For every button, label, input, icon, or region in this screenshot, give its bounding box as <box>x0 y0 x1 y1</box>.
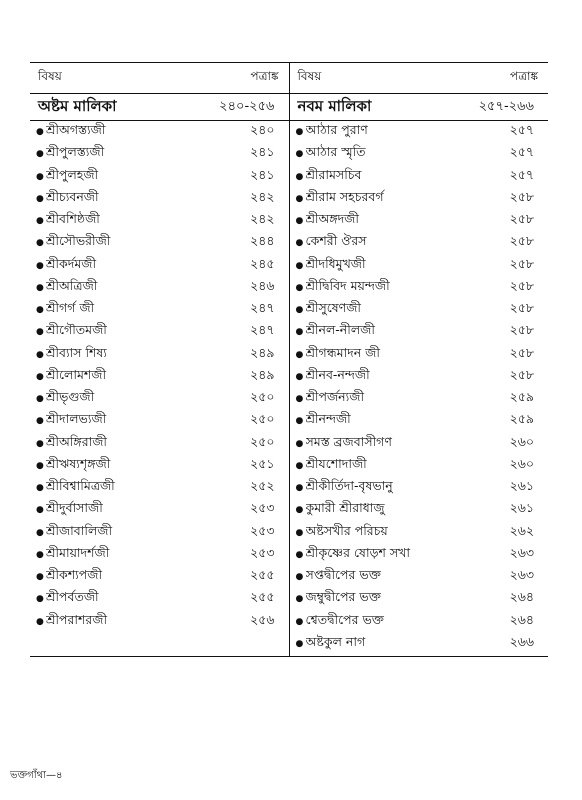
entry-name: শ্রীগন্ধমাদন জী <box>305 344 380 360</box>
list-item <box>30 188 289 210</box>
entry-page: ২৫০ <box>250 433 275 449</box>
subject-heading: বিষয় <box>38 69 62 83</box>
entry-page: ২৪৪ <box>250 233 275 249</box>
list-item <box>290 321 549 343</box>
bullet-icon: ● <box>36 171 44 182</box>
entry-name: কেশরী ঔরস <box>305 233 367 249</box>
entry-page: ২৫৯ <box>509 389 534 405</box>
entry-name: শ্রীলোমশজী <box>46 366 107 382</box>
entry-name: শ্রীজাবালিজী <box>46 522 113 538</box>
list-item <box>30 410 289 432</box>
entry-name: শ্রীযশোদাজী <box>305 455 367 471</box>
entry-name: শ্রীঅগস্ত্যজী <box>46 122 106 138</box>
bullet-icon: ● <box>36 572 44 583</box>
entry-page: ২৫৮ <box>509 344 534 360</box>
entry-name: জম্বুদ্বীপের ভক্ত <box>305 589 381 605</box>
bullet-icon: ● <box>36 193 44 204</box>
list-item <box>290 121 549 143</box>
entry-name: কুমারী শ্রীরাধাজু <box>305 500 385 516</box>
entry-page: ২৫৮ <box>509 233 534 249</box>
bullet-icon: ● <box>36 505 44 516</box>
entry-name: আঠার স্মৃতি <box>305 144 366 160</box>
list-item <box>290 166 549 188</box>
bullet-icon: ● <box>36 527 44 538</box>
entry-page: ২৫৩ <box>250 544 275 560</box>
list-item <box>290 188 549 210</box>
bullet-icon: ● <box>36 371 44 382</box>
list-item <box>30 522 289 544</box>
entry-name: শ্রীপর্জন্যজী <box>305 389 365 405</box>
list-item <box>30 611 289 633</box>
page-heading: পত্রাঙ্ক <box>250 69 279 83</box>
list-item <box>290 299 549 321</box>
entry-page: ২৫১ <box>250 455 275 471</box>
bullet-icon: ● <box>295 483 304 494</box>
entry-name: শ্রীভৃগুজী <box>46 389 95 405</box>
entry-page: ২৬৩ <box>509 567 534 583</box>
section-heading-row <box>290 94 549 121</box>
list-item <box>290 344 549 366</box>
list-item <box>30 232 289 254</box>
entry-page: ২৫০ <box>250 389 275 405</box>
list-item <box>30 277 289 299</box>
list-item <box>30 566 289 588</box>
entry-name: অষ্টসখীর পরিচয় <box>305 522 388 538</box>
list-item <box>30 210 289 232</box>
subject-heading: বিষয় <box>297 69 322 83</box>
entry-name: শ্রীনল-নীলজী <box>305 322 375 338</box>
bullet-icon: ● <box>36 127 44 138</box>
bullet-icon: ● <box>295 638 304 649</box>
entry-name: শ্রীঋষ্যশৃঙ্গজী <box>46 455 111 471</box>
list-item <box>290 522 549 544</box>
entry-page: ২৫৬ <box>250 611 275 627</box>
bullet-icon: ● <box>295 460 304 471</box>
bullet-icon: ● <box>36 327 44 338</box>
section-heading-row <box>30 94 289 121</box>
bullet-icon: ● <box>295 327 304 338</box>
list-item <box>30 366 289 388</box>
entry-name: শ্রীপুলহজী <box>46 166 99 182</box>
entry-page: ২৪১ <box>250 166 275 182</box>
entry-name: শ্রীচ্যবনজী <box>46 188 99 204</box>
list-item <box>30 255 289 277</box>
bullet-icon: ● <box>36 549 44 560</box>
bullet-icon: ● <box>36 616 44 627</box>
entry-page: ২৪২ <box>250 188 275 204</box>
entry-page: ২৫৭ <box>509 144 534 160</box>
list-item <box>290 277 549 299</box>
entry-name: শ্রীসুষেণজী <box>305 300 361 316</box>
entry-page: ২৬০ <box>509 433 534 449</box>
bullet-icon: ● <box>36 438 44 449</box>
bullet-icon: ● <box>36 483 44 494</box>
entry-name: শ্রীরামসচিব <box>305 166 362 182</box>
bullet-icon: ● <box>295 282 304 293</box>
entry-page: ২৬০ <box>509 455 534 471</box>
left-column <box>30 62 290 656</box>
entry-name: শ্রীনব-নন্দজী <box>305 366 370 382</box>
list-item <box>290 410 549 432</box>
entry-page: ২৫৫ <box>250 589 275 605</box>
bullet-icon: ● <box>295 549 304 560</box>
list-item <box>290 477 549 499</box>
entry-name: শ্রীপুলস্ত্যজী <box>46 144 105 160</box>
section-page-range: ২৪০-২৫৬ <box>219 98 275 114</box>
entry-page: ২৫২ <box>250 478 275 494</box>
bullet-icon: ● <box>295 305 304 316</box>
entry-page: ২৫৮ <box>509 277 534 293</box>
list-item <box>30 455 289 477</box>
entry-page: ২৪৯ <box>250 366 275 382</box>
entry-page: ২৪২ <box>250 211 275 227</box>
entry-name: শ্রীবশিষ্ঠজী <box>46 211 100 227</box>
entry-list <box>290 121 549 655</box>
entry-name: শ্রীদুর্বাসাজী <box>46 500 103 516</box>
entry-page: ২৫৮ <box>509 322 534 338</box>
bullet-icon: ● <box>295 616 304 627</box>
entry-page: ২৬১ <box>509 500 534 516</box>
list-item <box>30 544 289 566</box>
list-item <box>30 321 289 343</box>
entry-name: শ্রীকীর্তিদা-বৃষভানু <box>305 478 393 494</box>
bullet-icon: ● <box>295 149 304 160</box>
bullet-icon: ● <box>36 305 44 316</box>
entry-name: আঠার পুরাণ <box>305 122 368 138</box>
list-item <box>30 299 289 321</box>
list-item <box>290 566 549 588</box>
entry-name: শ্রীপরাশরজী <box>46 611 108 627</box>
entry-name: শ্রীগর্গ জী <box>46 300 95 316</box>
list-item <box>30 166 289 188</box>
entry-name: সপ্তদ্বীপের ভক্ত <box>305 567 381 583</box>
entry-page: ২৫৫ <box>250 567 275 583</box>
page-footer: ভক্তগাঁথা—৪ <box>10 770 63 781</box>
entry-name: শ্রীকশ্যপজী <box>46 567 103 583</box>
bullet-icon: ● <box>295 349 304 360</box>
list-item <box>290 388 549 410</box>
list-item <box>30 588 289 610</box>
bullet-icon: ● <box>295 505 304 516</box>
list-item <box>290 366 549 388</box>
entry-name: শ্রীঅত্রিজী <box>46 277 98 293</box>
page-heading: পত্রাঙ্ক <box>510 69 538 83</box>
column-header <box>30 62 289 94</box>
entry-name: শ্রীবিশ্বামিত্রজী <box>46 478 115 494</box>
bullet-icon: ● <box>36 460 44 471</box>
entry-page: ২৫৮ <box>509 188 534 204</box>
entry-page: ২৪১ <box>250 144 275 160</box>
list-item <box>30 388 289 410</box>
entry-page: ২৪৫ <box>250 255 275 271</box>
entry-page: ২৬৩ <box>509 544 534 560</box>
bullet-icon: ● <box>295 216 304 227</box>
entry-page: ২৫৯ <box>509 411 534 427</box>
entry-page: ২৬৬ <box>509 633 534 649</box>
entry-name: সমস্ত ব্রজবাসীগণ <box>305 433 392 449</box>
entry-page: ২৫৮ <box>509 366 534 382</box>
entry-page: ২৪০ <box>250 122 275 138</box>
list-item <box>290 255 549 277</box>
table-of-contents <box>30 62 548 657</box>
bullet-icon: ● <box>36 282 44 293</box>
entry-page: ২৬২ <box>509 522 534 538</box>
list-item <box>30 433 289 455</box>
list-item <box>290 433 549 455</box>
bullet-icon: ● <box>295 527 304 538</box>
list-item <box>290 544 549 566</box>
bullet-icon: ● <box>36 260 44 271</box>
bullet-icon: ● <box>295 416 304 427</box>
bullet-icon: ● <box>36 149 44 160</box>
bullet-icon: ● <box>36 216 44 227</box>
section-title: অষ্টম মালিকা <box>38 96 117 115</box>
bullet-icon: ● <box>295 238 304 249</box>
bullet-icon: ● <box>36 594 44 605</box>
entry-name: শ্রীকৃষ্ণের ষোড়শ সখা <box>305 544 410 560</box>
entry-name: শ্রীদালভ্যজী <box>46 411 107 427</box>
list-item <box>290 143 549 165</box>
entry-name: শ্রীমায়াদর্শজী <box>46 544 110 560</box>
entry-name: শ্রীঅঙ্গদজী <box>305 211 359 227</box>
entry-page: ২৫৮ <box>509 255 534 271</box>
entry-page: ২৪৭ <box>250 322 275 338</box>
list-item <box>290 588 549 610</box>
bullet-icon: ● <box>295 260 304 271</box>
entry-page: ২৫৮ <box>509 300 534 316</box>
entry-page: ২৪৯ <box>250 344 275 360</box>
bullet-icon: ● <box>36 349 44 360</box>
section-page-range: ২৫৭-২৬৬ <box>478 98 534 114</box>
bullet-icon: ● <box>295 193 304 204</box>
bullet-icon: ● <box>295 371 304 382</box>
bullet-icon: ● <box>36 238 44 249</box>
entry-page: ২৫৭ <box>509 122 534 138</box>
entry-page: ২৬৪ <box>509 611 534 627</box>
list-item <box>30 499 289 521</box>
entry-page: ২৫০ <box>250 411 275 427</box>
entry-name: শ্রীরাম সহচরবর্গ <box>305 188 384 204</box>
right-column <box>290 62 549 656</box>
list-item <box>30 344 289 366</box>
entry-name: শ্রীনন্দজী <box>305 411 351 427</box>
list-item <box>290 611 549 633</box>
entry-name: শ্রীকর্দমজী <box>46 255 97 271</box>
list-item <box>290 210 549 232</box>
bullet-icon: ● <box>295 127 304 138</box>
bullet-icon: ● <box>295 171 304 182</box>
list-item <box>30 477 289 499</box>
entry-name: অষ্টকুল নাগ <box>305 633 366 649</box>
column-header <box>290 62 549 94</box>
entry-name: শ্বেতদ্বীপের ভক্ত <box>305 611 384 627</box>
bullet-icon: ● <box>295 438 304 449</box>
entry-name: শ্রীসৌভরীজী <box>46 233 111 249</box>
entry-page: ২৫৮ <box>509 211 534 227</box>
entry-name: শ্রীপর্বতজী <box>46 589 99 605</box>
entry-name: শ্রীদ্বিবিদ ময়ন্দজী <box>305 277 390 293</box>
entry-page: ২৫৩ <box>250 500 275 516</box>
entry-name: শ্রীঅঙ্গিরাজী <box>46 433 107 449</box>
bullet-icon: ● <box>295 394 304 405</box>
entry-name: শ্রীদধিমুখজী <box>305 255 366 271</box>
list-item <box>290 455 549 477</box>
list-item <box>290 499 549 521</box>
entry-name: শ্রীগৌতমজী <box>46 322 107 338</box>
entry-page: ২৬১ <box>509 478 534 494</box>
entry-page: ২৫৩ <box>250 522 275 538</box>
list-item <box>30 143 289 165</box>
bullet-icon: ● <box>36 416 44 427</box>
entry-name: শ্রীব্যাস শিষ্য <box>46 344 107 360</box>
list-item <box>290 633 549 655</box>
entry-page: ২৪৭ <box>250 300 275 316</box>
list-item <box>30 121 289 143</box>
section-title: নবম মালিকা <box>297 96 372 115</box>
bullet-icon: ● <box>295 594 304 605</box>
bullet-icon: ● <box>36 394 44 405</box>
entry-page: ২৫৭ <box>509 166 534 182</box>
entry-page: ২৪৬ <box>250 277 275 293</box>
entry-list <box>30 121 289 633</box>
entry-page: ২৬৪ <box>509 589 534 605</box>
list-item <box>290 232 549 254</box>
bullet-icon: ● <box>295 572 304 583</box>
